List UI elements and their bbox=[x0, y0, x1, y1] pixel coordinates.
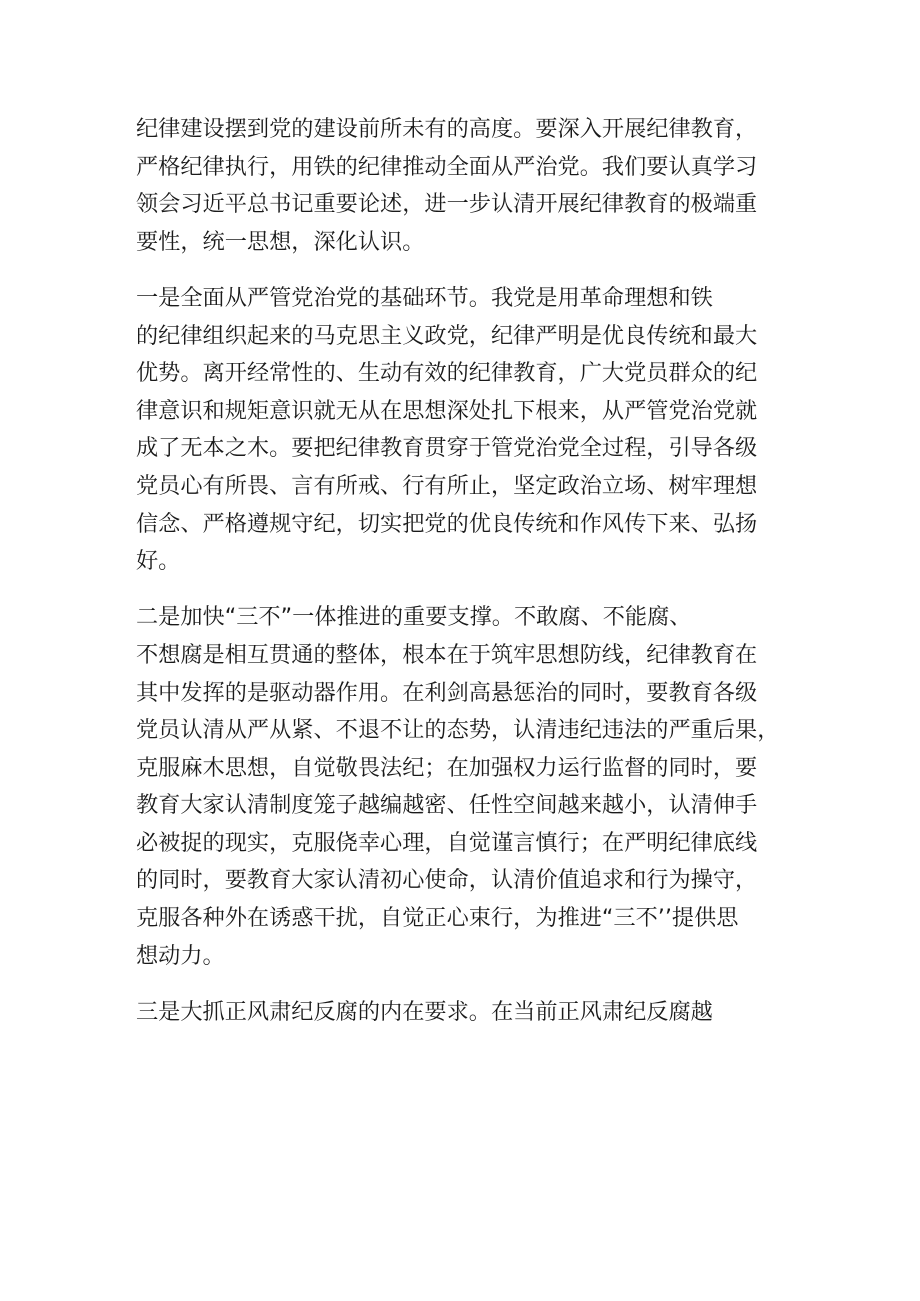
paragraph-2: 一是全面从严管党治党的基础环节。我党是用革命理想和铁 的纪律组织起来的马克思主义政党，纪律严明是优良传统和最大 优势。离开经常性的、生动有效的纪律教育，广大党员群众的纪 律意识和规矩意识就无从在思想深处扎下根来，从严管党治党就 成了无本之木。要把纪律教育贯穿于管党治党全过程，引导各级 党员心有所畏、言有所戒、行有所止，坚定政治立场、树牢理想 信念、严格遵规守纪，切实把党的优良传统和作风传下来、弘扬 好。 bbox=[136, 284, 758, 575]
paragraph-1: 纪律建设摆到党的建设前所未有的高度。要深入开展纪律教育， 严格纪律执行，用铁的纪律推动全面从严治党。我们要认真学习 领会习近平总书记重要论述，进一步认清开展纪律教育的极端重 要性，统一思想，深化认识。 bbox=[136, 116, 758, 255]
paragraph-3: 二是加快“三不”一体推进的重要支撑。不敢腐、不能腐、 不想腐是相互贯通的整体，根本在于筑牢思想防线，纪律教育在 其中发挥的是驱动器作用。在利剑高悬惩治的同时，要教育各级 党员认清从严从紧、不退不让的态势，认清违纪违法的严重后果， 克服麻木思想，自觉敬畏法纪；在加强权力运行监督的同时，要 教育大家认清制度笼子越编越密、任性空间越来越小，认清伸手 必被捉的现实，克服侥幸心理，自觉谨言慎行；在严明纪律底线 的同时，要教育大家认清初心使命，认清价值追求和行为操守， 克服各种外在诱惑干扰，自觉正心束行，为推进“三不’’提供思 想动力。 bbox=[136, 604, 780, 969]
paragraph-4: 三是大抓正风肃纪反腐的内在要求。在当前正风肃纪反腐越 bbox=[136, 998, 713, 1025]
document-body bbox=[136, 111, 786, 1031]
